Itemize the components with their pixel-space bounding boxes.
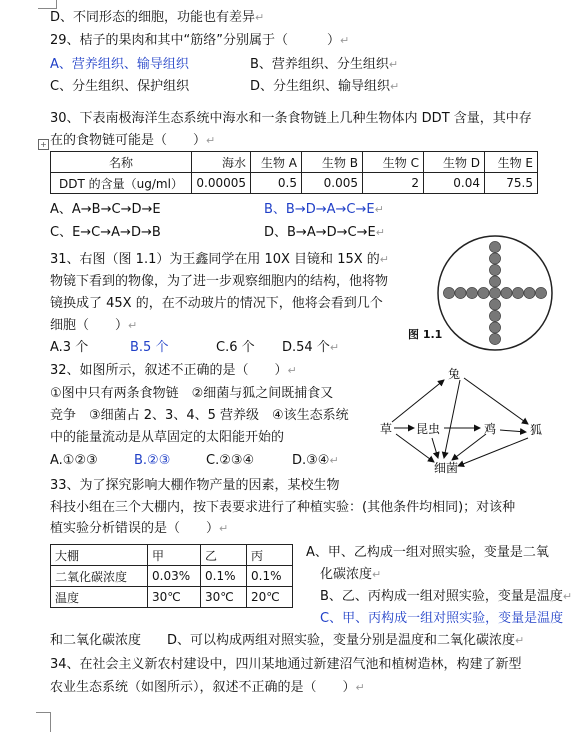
q29-option-d: D、分生组织、输导组织↵ — [250, 79, 400, 94]
q33-option-d: 和二氧化碳浓度 D、可以构成两组对照实验，变量分别是温度和二氧化碳浓度↵ — [50, 633, 525, 648]
q32-option-b: B.②③ — [134, 453, 171, 468]
q28-option-d: D、不同形态的细胞，功能也有差异↵ — [50, 10, 265, 25]
node-bacteria: 细菌 — [434, 461, 459, 474]
q30-option-c: C、E→C→A→D→B — [50, 225, 161, 240]
table-cell: 海水 — [192, 152, 251, 173]
q29-option-a: A、营养组织、输导组织 — [50, 57, 189, 72]
q31-option-c: C.6 个 — [216, 340, 255, 355]
corner-mark-top — [38, 0, 57, 9]
cell — [501, 287, 512, 298]
cell — [455, 287, 466, 298]
table-cell: 生物 D — [424, 152, 485, 173]
table-cell: 生物 E — [485, 152, 538, 173]
table-cell: 乙 — [201, 545, 247, 566]
table-cell: 名称 — [51, 152, 192, 173]
table-cell: 0.5 — [251, 173, 302, 194]
table-cell: 温度 — [51, 587, 148, 608]
q33-stem-2: 科技小组在三个大棚内，按下表要求进行了种植实验：(其他条件均相同)；对该种 — [50, 500, 516, 515]
q31-option-d: D.54 个↵ — [282, 340, 340, 355]
food-web-diagram — [376, 362, 556, 474]
cell — [489, 322, 500, 333]
q29-stem: 29、桔子的果肉和其中“筋络”分别属于（ ）↵ — [50, 33, 350, 48]
q32-option-a: A.①②③ — [50, 453, 98, 468]
table-row — [51, 587, 293, 608]
cell — [524, 287, 535, 298]
cell — [489, 310, 500, 321]
q30-stem-cont: 在的食物链可能是（ ）↵ — [50, 133, 216, 148]
cell — [443, 287, 454, 298]
table-cell: 甲 — [148, 545, 201, 566]
table-cell: 生物 B — [302, 152, 363, 173]
table-cell: 30℃ — [201, 587, 247, 608]
cell — [466, 287, 477, 298]
cell — [489, 333, 500, 344]
q30-option-d: D、B→A→D→C→E↵ — [264, 225, 385, 240]
q31-option-b: B.5 个 — [130, 340, 169, 355]
q32-statement-1: ①图中只有两条食物链 ②细菌与狐之间既捕食又 — [50, 386, 334, 401]
q30-option-a: A、A→B→C→D→E — [50, 202, 161, 217]
table-cell: 0.1% — [247, 566, 293, 587]
q31-stem-4: 细胞（ ）↵ — [50, 318, 138, 333]
q32-statement-3: 中的能量流动是从草固定的太阳能开始的 — [50, 430, 285, 445]
q34-stem-1: 34、在社会主义新农村建设中，四川某地通过新建沼气池和植树造林，构建了新型 — [50, 657, 522, 672]
cell — [489, 287, 500, 298]
node-insect: 昆虫 — [416, 422, 441, 436]
corner-mark-bottom — [36, 712, 51, 732]
table-anchor-icon[interactable]: + — [38, 139, 49, 150]
q31-stem-2: 物镜下看到的物像，为了进一步观察细胞内的结构，他将物 — [50, 274, 389, 289]
table-row — [51, 152, 538, 173]
table-cell: 0.1% — [201, 566, 247, 587]
q33-stem-3: 植实验分析错误的是（ ）↵ — [50, 521, 229, 536]
cell — [489, 299, 500, 310]
node-chicken: 鸡 — [484, 422, 497, 436]
node-rabbit: 兔 — [448, 367, 461, 381]
table-row — [51, 545, 293, 566]
q33-stem-1: 33、为了探究影响大棚作物产量的因素，某校生物 — [50, 478, 340, 493]
cell — [489, 241, 500, 252]
table-cell: 生物 C — [363, 152, 424, 173]
greenhouse-table — [50, 544, 293, 608]
figure-1-1-label: 图 1.1 — [408, 328, 443, 341]
table-row — [51, 173, 538, 194]
table-cell: 0.04 — [424, 173, 485, 194]
table-row — [51, 566, 293, 587]
table-cell: 20℃ — [247, 587, 293, 608]
table-cell: 30℃ — [148, 587, 201, 608]
ddt-table — [50, 151, 538, 194]
q33-option-a-cont: 化碳浓度↵ — [320, 567, 382, 582]
q30-stem: 30、下表南极海洋生态系统中海水和一条食物链上几种生物体内 DDT 含量，其中存 — [50, 111, 532, 126]
q30-option-b: B、B→D→A→C→E↵ — [264, 202, 384, 217]
q34-stem-2: 农业生态系统（如图所示），叙述不正确的是（ ）↵ — [50, 680, 365, 695]
table-cell: 2 — [363, 173, 424, 194]
q33-option-b: B、乙、丙构成一组对照实验，变量是温度↵ — [320, 589, 573, 604]
cell — [512, 287, 523, 298]
cell — [535, 287, 546, 298]
microscope-field-figure — [436, 234, 554, 352]
table-cell: 大棚 — [51, 545, 148, 566]
q31-stem-3: 镜换成了 45X 的，在不动玻片的情况下，他将会看到几个 — [50, 296, 383, 311]
q33-option-c: C、甲、丙构成一组对照实验，变量是温度 — [320, 611, 564, 626]
table-cell: 75.5 — [485, 173, 538, 194]
q31-option-a: A.3 个 — [50, 340, 89, 355]
table-cell: 0.00005 — [192, 173, 251, 194]
cell — [489, 264, 500, 275]
q32-option-d: D.③④↵ — [292, 453, 339, 468]
table-cell: 丙 — [247, 545, 293, 566]
table-cell: 生物 A — [251, 152, 302, 173]
q29-option-b: B、营养组织、分生组织↵ — [250, 57, 399, 72]
table-cell: DDT 的含量（ug/ml） — [51, 173, 192, 194]
q33-option-a: A、甲、乙构成一组对照实验，变量是二氧 — [306, 545, 549, 560]
q32-statement-2: 竞争 ③细菌占 2、3、4、5 营养级 ④该生态系统 — [50, 408, 349, 423]
table-cell: 二氧化碳浓度 — [51, 566, 148, 587]
cell — [478, 287, 489, 298]
q32-option-c: C.②③④ — [206, 453, 255, 468]
node-fox: 狐 — [530, 423, 543, 437]
table-cell: 0.03% — [148, 566, 201, 587]
q31-stem-1: 31、右图（图 1.1）为王鑫同学在用 10X 目镜和 15X 的↵ — [50, 252, 389, 267]
node-grass: 草 — [380, 422, 393, 436]
cell — [489, 253, 500, 264]
cell — [489, 276, 500, 287]
table-cell: 0.005 — [302, 173, 363, 194]
q29-option-c: C、分生组织、保护组织 — [50, 79, 190, 94]
q32-stem: 32、如图所示，叙述不正确的是（ ）↵ — [50, 363, 297, 378]
